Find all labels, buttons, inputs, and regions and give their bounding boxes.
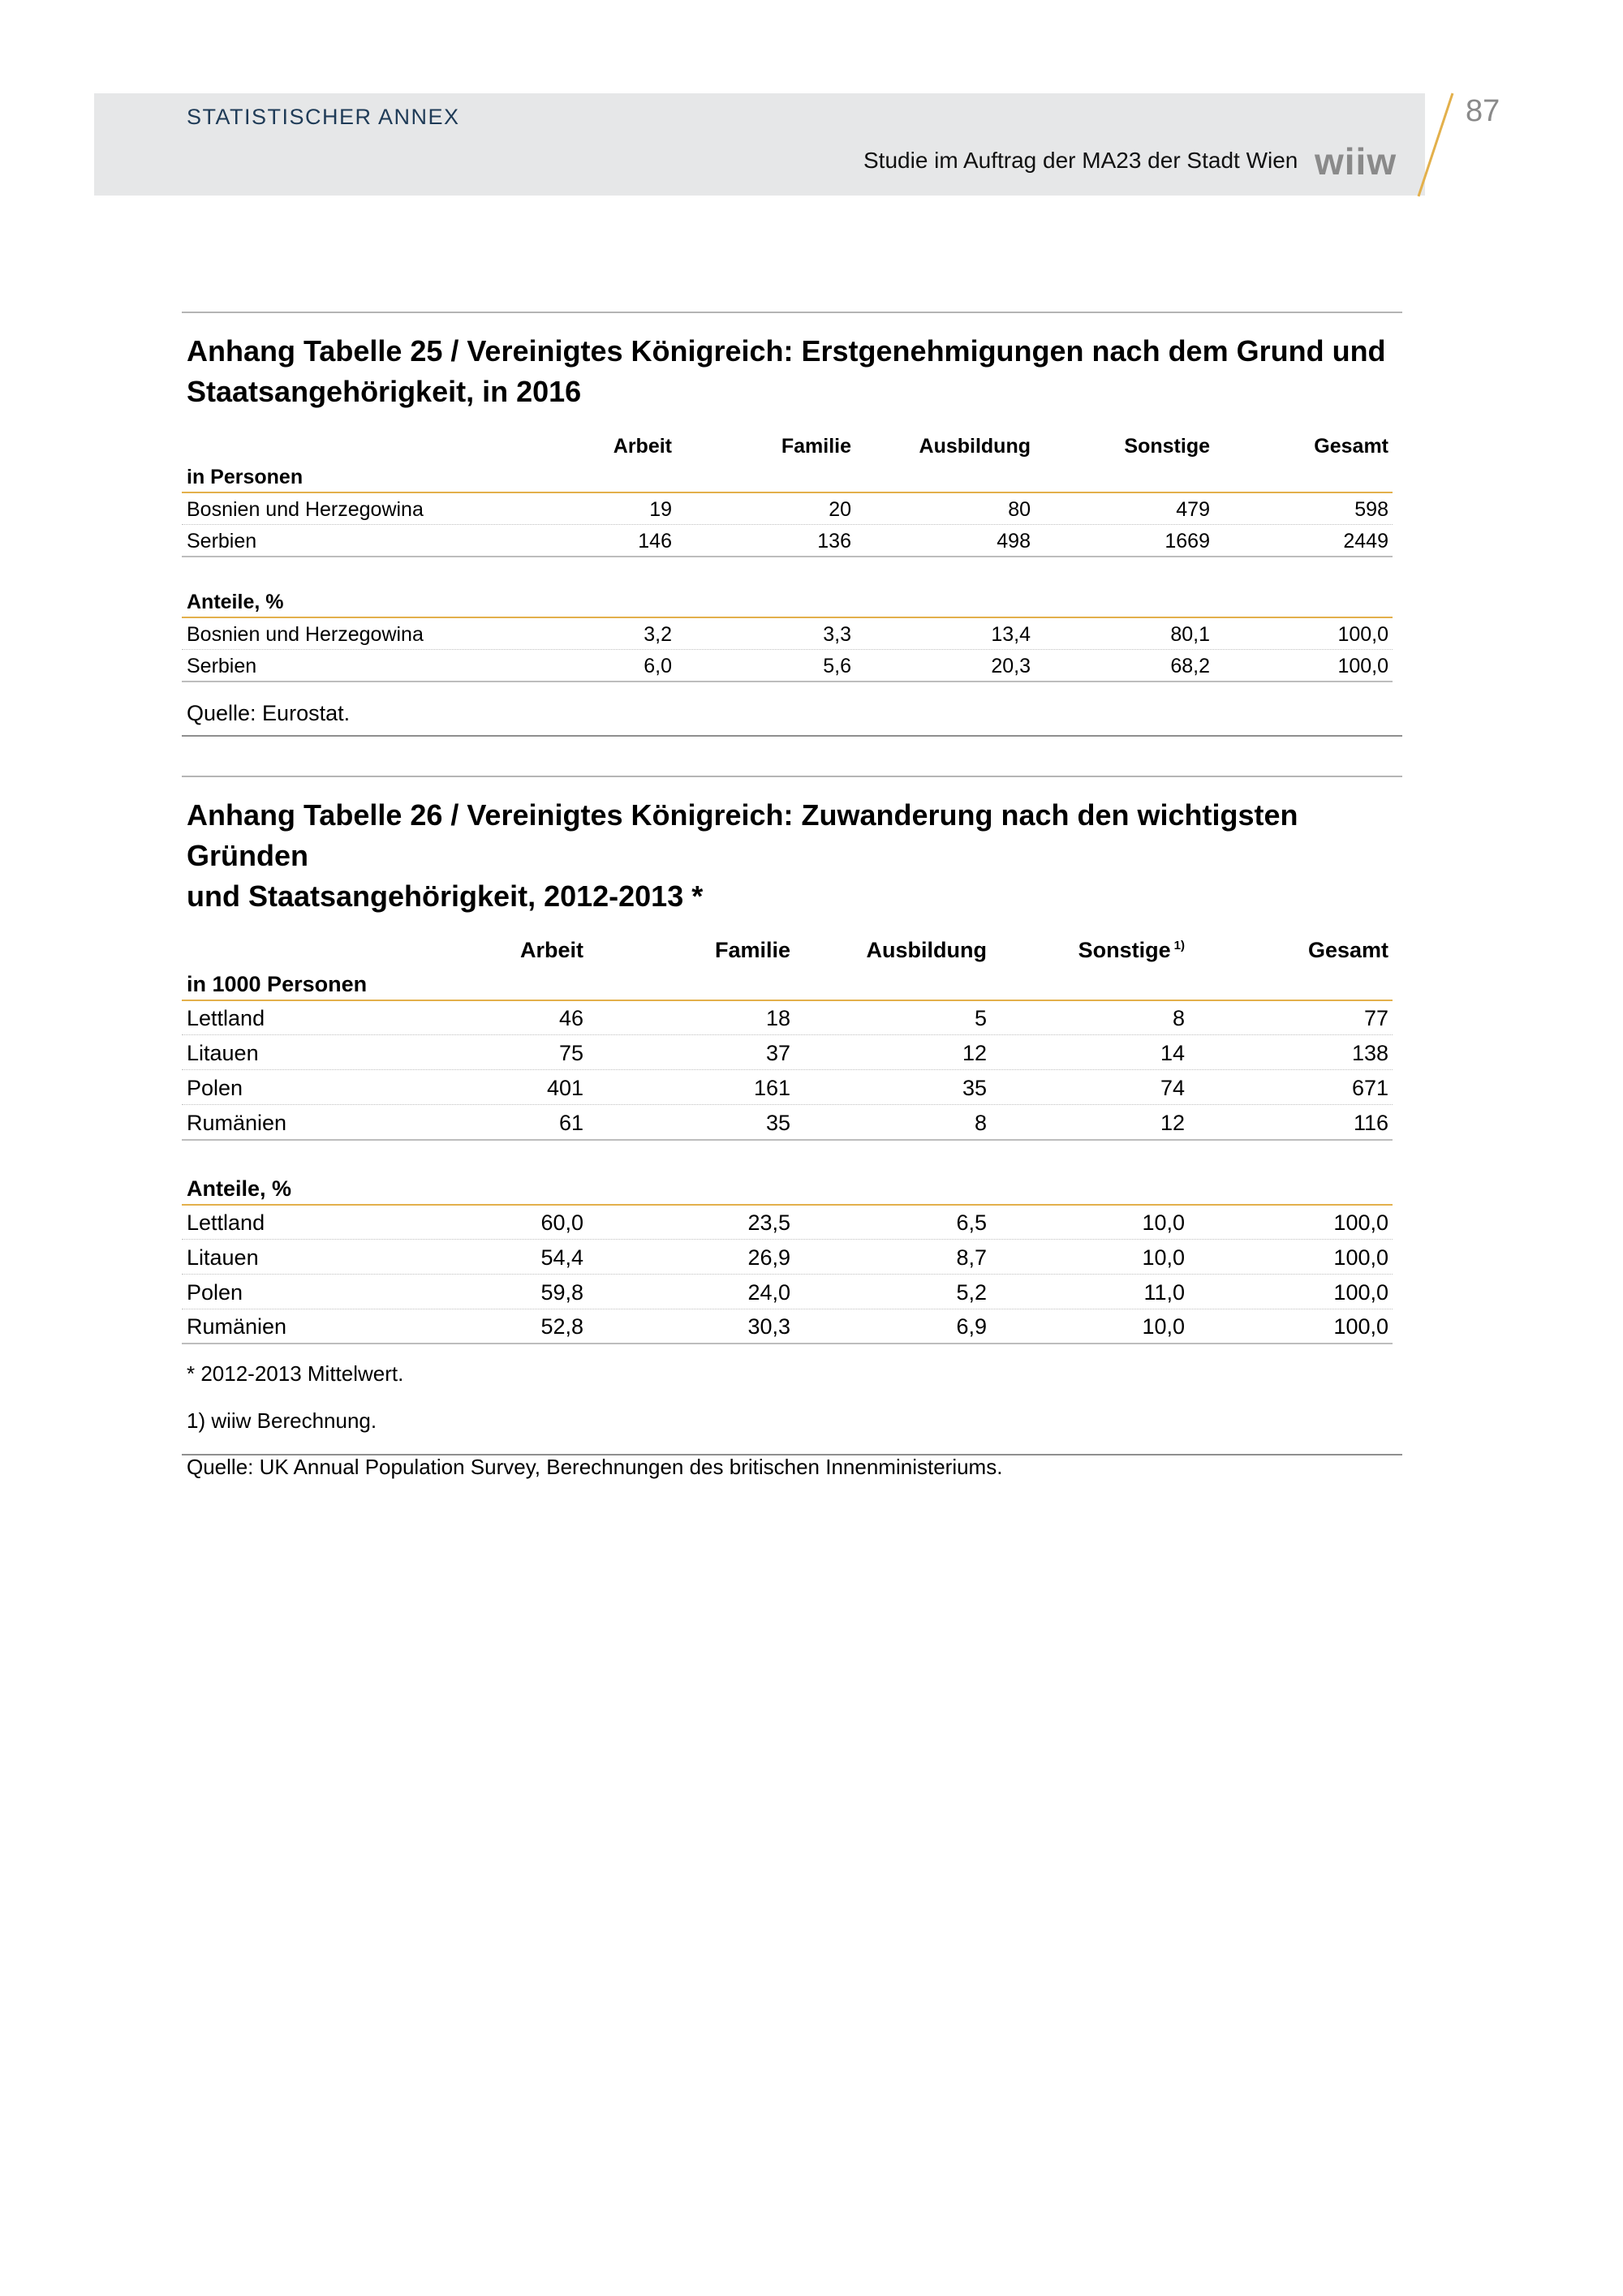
footnote-marker: 1) [1173, 939, 1185, 952]
cell: 80,1 [1170, 623, 1210, 646]
accent-slash-icon [1412, 91, 1461, 200]
cell: 46 [558, 1006, 583, 1030]
cell: 671 [1351, 1076, 1388, 1100]
row-label: Litauen [187, 1041, 259, 1065]
footnote: * 2012-2013 Mittelwert. [187, 1361, 404, 1386]
section-rule [182, 1000, 1393, 1001]
column-header: Sonstige [1124, 435, 1210, 458]
cell: 6,0 [644, 655, 672, 677]
cell: 52,8 [540, 1314, 583, 1339]
page-number: 87 [1466, 94, 1500, 128]
cell: 12 [1160, 1111, 1185, 1135]
table-title [187, 795, 1402, 917]
column-header [1078, 938, 1185, 963]
column-header: Ausbildung [866, 938, 987, 962]
cell: 116 [1353, 1111, 1388, 1135]
cell: 20 [829, 498, 851, 521]
cell: 19 [649, 498, 672, 521]
cell: 100,0 [1337, 655, 1388, 677]
cell: 146 [638, 530, 672, 553]
row-divider [182, 649, 1393, 650]
cell: 61 [558, 1111, 583, 1135]
cell: 8,7 [956, 1245, 987, 1270]
cell: 3,3 [823, 623, 851, 646]
cell: 35 [765, 1111, 790, 1135]
cell: 1669 [1165, 530, 1210, 553]
cell: 68,2 [1170, 655, 1210, 677]
cell: 161 [753, 1076, 790, 1100]
cell: 100,0 [1333, 1245, 1388, 1270]
section-rule [182, 492, 1393, 493]
cell: 13,4 [991, 623, 1031, 646]
section-rule [182, 1204, 1393, 1206]
table-bottom-rule [182, 735, 1402, 737]
title-line: und Staatsangehörigkeit, 2012-2013 * [187, 879, 704, 913]
row-divider [182, 524, 1393, 525]
cell: 598 [1354, 498, 1388, 521]
section-label: in 1000 Personen [187, 972, 368, 996]
cell: 18 [765, 1006, 790, 1030]
table-bottom-rule [182, 1454, 1402, 1455]
column-header-label: Sonstige [1078, 938, 1171, 962]
section-label: Anteile, % [187, 591, 284, 613]
cell: 100,0 [1333, 1314, 1388, 1339]
row-label: Rumänien [187, 1111, 287, 1135]
section-rule [182, 617, 1393, 618]
cell: 30,3 [747, 1314, 790, 1339]
section-label: in Personen [187, 466, 304, 488]
cell: 10,0 [1142, 1314, 1185, 1339]
cell: 479 [1176, 498, 1210, 521]
cell: 138 [1351, 1041, 1388, 1065]
cell: 11,0 [1143, 1280, 1185, 1305]
section-end-rule [182, 1343, 1393, 1344]
cell: 54,4 [540, 1245, 583, 1270]
cell: 6,5 [956, 1210, 987, 1235]
row-label: Litauen [187, 1245, 259, 1270]
cell: 14 [1160, 1041, 1185, 1065]
cell: 35 [962, 1076, 987, 1100]
row-divider [182, 1274, 1393, 1275]
column-header: Arbeit [519, 938, 583, 962]
cell: 401 [546, 1076, 583, 1100]
title-line: Staatsangehörigkeit, in 2016 [187, 375, 582, 408]
study-title: Studie im Auftrag der MA23 der Stadt Wien [863, 148, 1298, 173]
row-label: Lettland [187, 1210, 265, 1235]
section-end-rule [182, 1139, 1393, 1141]
section-label: Anteile, % [187, 1176, 292, 1201]
cell: 100,0 [1337, 623, 1388, 646]
column-header: Ausbildung [919, 435, 1031, 458]
cell: 5 [974, 1006, 987, 1030]
row-divider [182, 1239, 1393, 1240]
table-26 [182, 776, 1402, 1485]
section-end-rule [182, 556, 1393, 557]
row-label: Rumänien [187, 1314, 287, 1339]
title-line: Anhang Tabelle 25 / Vereinigtes Königreich: Erstgenehmigungen nach dem Grund und [187, 334, 1386, 368]
row-label: Serbien [187, 655, 257, 677]
cell: 59,8 [540, 1280, 583, 1305]
cell: 2449 [1343, 530, 1388, 553]
cell: 12 [962, 1041, 987, 1065]
cell: 100,0 [1333, 1280, 1388, 1305]
cell: 60,0 [540, 1210, 583, 1235]
cell: 5,2 [956, 1280, 987, 1305]
row-divider [182, 1104, 1393, 1105]
row-divider [182, 1034, 1393, 1035]
cell: 24,0 [747, 1280, 790, 1305]
table-title [187, 331, 1402, 412]
cell: 6,9 [956, 1314, 987, 1339]
cell: 20,3 [991, 655, 1031, 677]
footnote: 1) wiiw Berechnung. [187, 1408, 377, 1433]
cell: 5,6 [823, 655, 851, 677]
row-label: Bosnien und Herzegowina [187, 498, 424, 521]
cell: 3,2 [644, 623, 672, 646]
cell: 26,9 [747, 1245, 790, 1270]
wiiw-logo: wiiw [1315, 140, 1397, 183]
row-label: Polen [187, 1076, 243, 1100]
row-label: Serbien [187, 530, 257, 553]
source-note: Quelle: Eurostat. [187, 701, 351, 725]
column-header: Familie [714, 938, 790, 962]
data-grid [182, 412, 1393, 769]
source-note: Quelle: UK Annual Population Survey, Berechnungen des britischen Innenministeriums. [187, 1455, 1003, 1479]
row-label: Polen [187, 1280, 243, 1305]
row-label: Bosnien und Herzegowina [187, 623, 424, 646]
cell: 8 [974, 1111, 987, 1135]
column-header: Gesamt [1307, 938, 1388, 962]
row-label: Lettland [187, 1006, 265, 1030]
cell: 37 [765, 1041, 790, 1065]
section-title: STATISTISCHER ANNEX [187, 105, 460, 129]
column-header: Familie [781, 435, 851, 458]
data-grid [182, 917, 1393, 1485]
cell: 498 [997, 530, 1031, 553]
cell: 74 [1160, 1076, 1185, 1100]
cell: 23,5 [747, 1210, 790, 1235]
title-line: Anhang Tabelle 26 / Vereinigtes Königreich: Zuwanderung nach den wichtigsten Gründen [187, 798, 1298, 872]
row-divider [182, 1069, 1393, 1070]
section-end-rule [182, 681, 1393, 682]
cell: 77 [1363, 1006, 1388, 1030]
cell: 75 [558, 1041, 583, 1065]
cell: 136 [817, 530, 851, 553]
cell: 100,0 [1333, 1210, 1388, 1235]
cell: 10,0 [1142, 1245, 1185, 1270]
table-25 [182, 312, 1402, 769]
cell: 80 [1008, 498, 1031, 521]
column-header: Arbeit [613, 435, 672, 458]
column-header: Gesamt [1314, 435, 1388, 458]
cell: 10,0 [1142, 1210, 1185, 1235]
cell: 8 [1172, 1006, 1185, 1030]
